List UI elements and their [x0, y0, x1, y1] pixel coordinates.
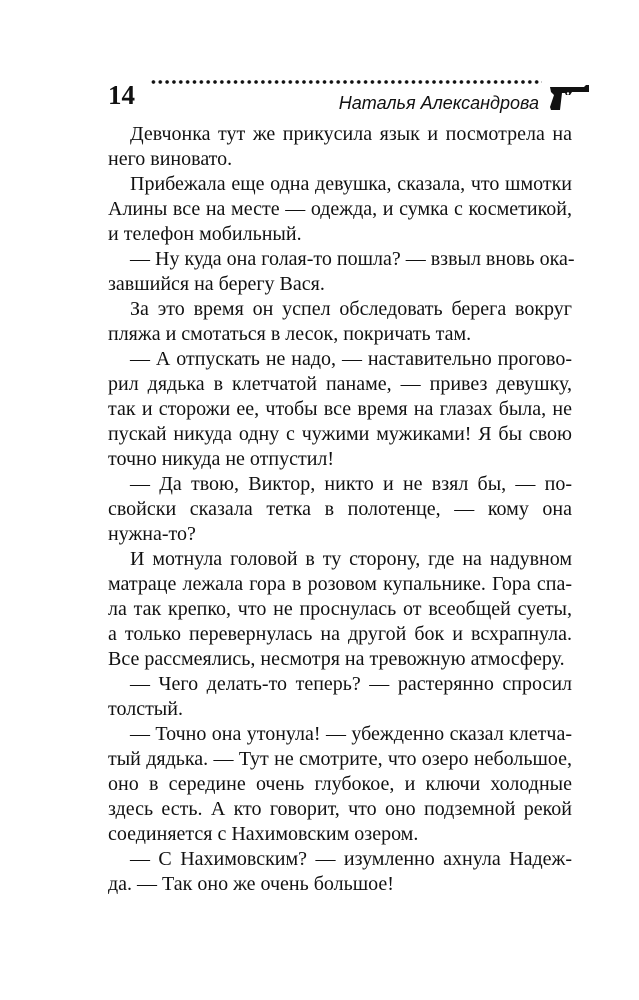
text-line: толстый.	[108, 698, 183, 720]
page-number: 14	[108, 80, 135, 110]
text-line: Прибежала еще одна девушка, сказала, что шмотки	[130, 173, 572, 195]
text-line: соединяется с Нахимовским озером.	[108, 823, 419, 845]
text-line: Все рассмеялись, несмотря на тревожную атмосферу.	[108, 648, 565, 670]
text-line: оно в середине очень глубокое, и ключи холодные	[108, 773, 572, 795]
text-line: — Да твою, Виктор, никто и не взял бы, — по-	[130, 473, 572, 495]
header-leader-dots	[150, 77, 542, 87]
author-name: Наталья Александрова	[338, 93, 539, 113]
revolver-icon	[548, 81, 590, 111]
text-line: него виновато.	[108, 148, 233, 170]
text-line: Девчонка тут же прикусила язык и посмотрела на	[130, 123, 572, 145]
text-line: — Чего делать-то теперь? — растерянно спросил	[130, 673, 572, 695]
text-line: завшийся на берегу Вася.	[108, 273, 325, 295]
text-line: да. — Так оно же очень большое!	[108, 873, 394, 895]
text-line: — А отпускать не надо, — наставительно прогово-	[130, 348, 572, 370]
text-line: пускай никуда одну с чужими мужиками! Я бы свою	[108, 423, 572, 445]
body-text	[108, 122, 575, 897]
text-line: матраце лежала гора в розовом купальнике. Гора спа-	[108, 573, 572, 595]
text-line: — С Нахимовским? — изумленно ахнула Надеж-	[130, 848, 572, 870]
text-line: За это время он успел обследовать берега вокруг	[130, 298, 572, 320]
text-line: рил дядька в клетчатой панаме, — привез девушку,	[108, 373, 572, 395]
text-line: — Ну куда она голая-то пошла? — взвыл вновь ока-	[130, 248, 575, 270]
text-line: здесь есть. А кто говорит, что оно подземной рекой	[108, 798, 572, 820]
text-line: тый дядька. — Тут не смотрите, что озеро небольшое,	[108, 748, 572, 770]
text-line: нужна-то?	[108, 523, 196, 545]
text-line: — Точно она утонула! — убежденно сказал клетча-	[130, 723, 572, 745]
text-line: И мотнула головой в ту сторону, где на надувном	[130, 548, 572, 570]
text-line: пляжа и смотаться в лесок, покричать там.	[108, 323, 472, 345]
text-line: точно никуда не отпустил!	[108, 448, 335, 470]
text-line: так и сторожи ее, чтобы все время на глазах была, не	[108, 398, 572, 420]
text-line: свойски сказала тетка в полотенце, — кому она	[108, 498, 572, 520]
text-line: ла так крепко, что не проснулась от всеобщей суеты,	[108, 598, 572, 620]
text-line: Алины все на месте — одежда, и сумка с косметикой,	[108, 198, 572, 220]
text-line: а только перевернулась на другой бок и всхрапнула.	[108, 623, 572, 645]
text-line: и телефон мобильный.	[108, 223, 302, 245]
